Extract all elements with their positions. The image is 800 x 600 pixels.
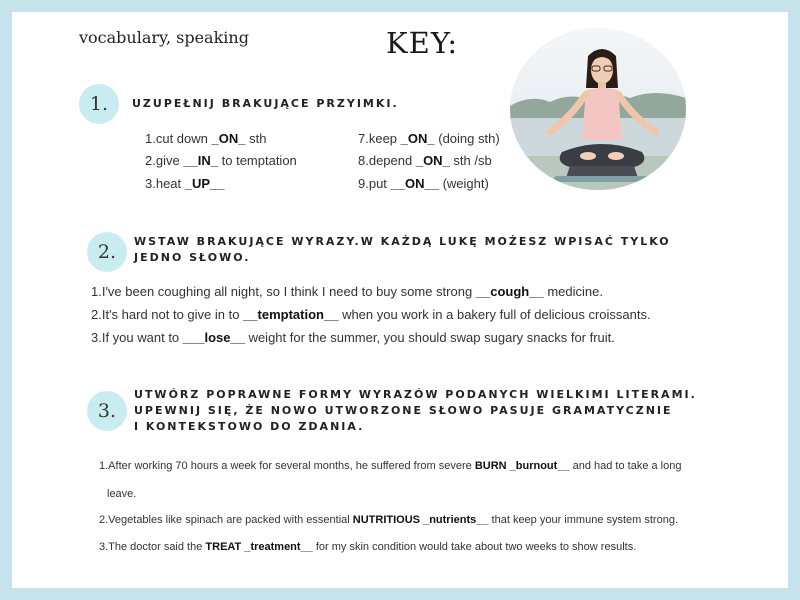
key-title: KEY: (386, 26, 459, 60)
section-3-item: 3.The doctor said the TREAT _treatment__ for my skin condition would take about two weeks to show results. (99, 541, 637, 553)
section-1-number: 1. (79, 84, 119, 124)
header-label: vocabulary, speaking (79, 28, 249, 47)
section-3-number: 3. (87, 391, 127, 431)
section-2-item: 1.I've been coughing all night, so I think I need to buy some strong __cough__ medicine. (91, 284, 603, 299)
section-1-item: 2.give __IN_ to temptation (145, 153, 297, 168)
section-1-item: 9.put __ON__ (weight) (358, 176, 489, 191)
section-2-item: 2.It's hard not to give in to __temptation__ when you work in a bakery full of delicious croissants. (91, 307, 651, 322)
section-3-instruction: UTWÓRZ POPRAWNE FORMY WYRAZÓW PODANYCH WIELKIMI LITERAMI. UPEWNIJ SIĘ, ŻE NOWO UTWORZONE SŁOWO PASUJE GRAMATYCZNIE I KONTEKSTOWO DO ZDANIA. (134, 388, 697, 433)
section-3-item-continuation: leave. (107, 488, 137, 500)
section-1-item: 8.depend _ON_ sth /sb (358, 153, 492, 168)
section-2-instruction: WSTAW BRAKUJĄCE WYRAZY.W KAŻDĄ LUKĘ MOŻESZ WPISAĆ TYLKO JEDNO SŁOWO. (134, 235, 671, 264)
section-3-item: 1.After working 70 hours a week for several months, he suffered from severe BURN _burnout__ and had to take a long (99, 460, 682, 472)
section-1-item: 1.cut down _ON_ sth (145, 131, 267, 146)
section-2-number: 2. (87, 232, 127, 272)
section-3-item: 2.Vegetables like spinach are packed with essential NUTRITIOUS _nutrients__ that keep your immune system strong. (99, 514, 679, 526)
section-1-instruction: UZUPEŁNIJ BRAKUJĄCE PRZYIMKI. (132, 97, 399, 110)
section-1-item: 3.heat _UP__ (145, 176, 225, 191)
section-1-item: 7.keep _ON_ (doing sth) (358, 131, 500, 146)
meditating-woman-photo (510, 28, 686, 190)
section-2-item: 3.If you want to ___lose__ weight for the summer, you should swap sugary snacks for fruit. (91, 330, 615, 345)
